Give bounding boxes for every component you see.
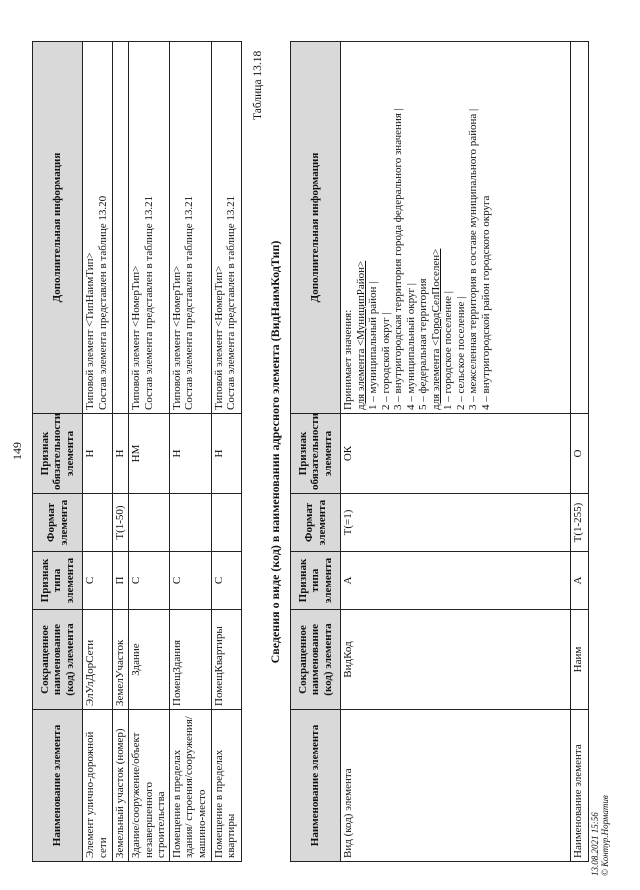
table-title: Сведения о виде (код) в наименовании адресного элемента (ВидНаимКодТип) [268,240,282,664]
page-number: 149 [10,442,24,460]
t1-header-name: Наименование элемента [33,710,83,862]
table-label: Таблица 13.18 [252,50,264,120]
table-13-18 [290,41,589,862]
t2-header-req: Признак обязательности элемента [291,414,341,494]
table-row: Наименование элемента Наим А T(1-255) О [571,42,589,862]
t2-header-info: Дополнительная информация [291,42,341,414]
t2-header-code: Сокращенное наименование (код) элемента [291,610,341,710]
t1-header-info: Дополнительная информация [33,42,83,414]
t2-header-format: Формат элемента [291,494,341,552]
table-continuation [32,41,242,862]
t2-header-name: Наименование элемента [291,710,341,862]
t1-header-req: Признак обязательности элемента [33,414,83,494]
table-row: Вид (код) элемента ВидКод А T(=1) ОК Принимает значения: для элемента <МуниципРайон> 1 – муниципальный район | 2 – городской округ | 3 – внутригородская территория города федерального значения | 4 – муниципальный округ | 5 – федеральная территория для элемента <ГородСелПоселен> 1 – городское поселение | 2 – сельское поселение | 3 – межселенная территория в составе муниципального района | 4 – внутригородской район городского округа [341,42,571,862]
value-list: Принимает значения: для элемента <МуниципРайон> 1 – муниципальный район | 2 – городской округ | 3 – внутригородская территория города федерального значения | 4 – муниципальный округ | 5 – федеральная территория для элемента <ГородСелПоселен> 1 – городское поселение | 2 – сельское поселение | 3 – межселенная территория в составе муниципального района | 4 – внутригородской район городского округа [341,42,571,414]
table-row: Земельный участок (номер) ЗемелУчасток П Т(1-50) Н [113,42,129,862]
table-row: Помещение в пределах здания/ строения/сооружения/машино-место ПомещЗдания С Н Типовой элемент <НомерТип> Состав элемента представлен в таблице 13.21 [169,42,211,862]
t1-header-type: Признак типа элемента [33,552,83,610]
table-row: Помещение в пределах квартиры ПомещКвартиры С Н Типовой элемент <НомерТип> Состав элемента представлен в таблице 13.21 [211,42,241,862]
table-row: Здание/сооружение/объект незавершенного строительства Здание С НМ Типовой элемент <НомерТип> Состав элемента представлен в таблице 13.21 [129,42,170,862]
t2-header-type: Признак типа элемента [291,552,341,610]
table-row: Элемент улично-дорожной сети ЭлУлДорСети С Н Типовой элемент <ТипНаимТип> Состав элемента представлен в таблице 13.20 [83,42,113,862]
t1-header-format: Формат элемента [33,494,83,552]
t1-header-code: Сокращенное наименование (код) элемента [33,610,83,710]
footer-timestamp: 13.08.2021 15:56 © Контур.Норматив [590,795,610,876]
